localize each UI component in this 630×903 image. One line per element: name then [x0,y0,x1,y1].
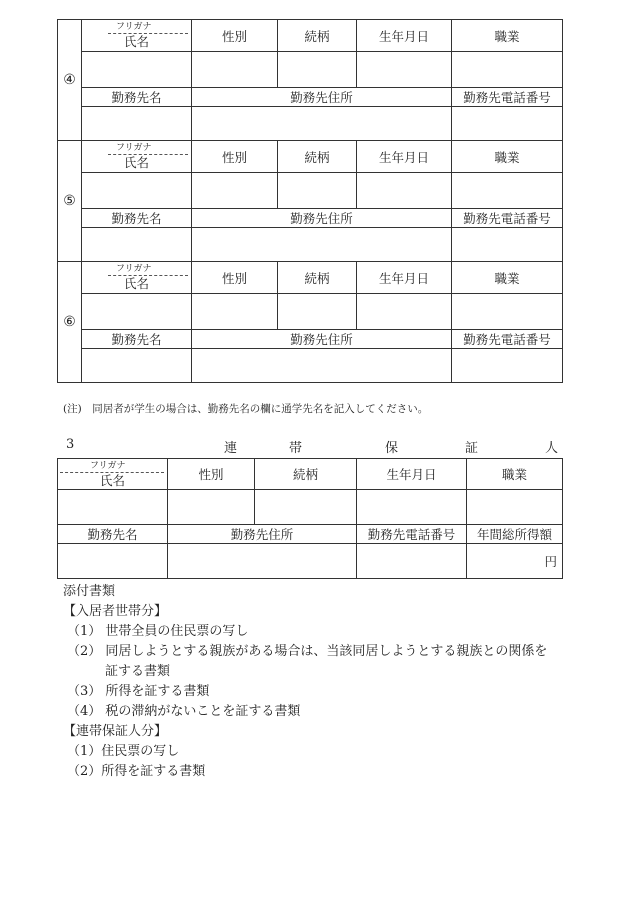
attachments-title: 添付書類 [63,584,116,599]
occupation-header: 職業 [452,262,563,294]
name-header [82,262,192,294]
occupation-header: 職業 [452,141,563,173]
member-number: ⑤ [58,141,82,262]
workplace-name-field[interactable] [82,349,192,383]
relation-header: 続柄 [278,262,357,294]
workplace-phone-field[interactable] [357,544,467,579]
birthdate-field[interactable] [357,173,452,209]
occupation-header: 職業 [467,459,563,490]
name-field[interactable] [82,173,192,209]
name-field[interactable] [82,52,192,88]
workplace-phone-field[interactable] [452,107,563,141]
name-label: 氏名 [123,34,149,49]
annual-income-header: 年間総所得額 [467,525,563,544]
workplace-address-header: 勤務先住所 [168,525,357,544]
section-title-char: 人 [545,441,559,456]
member-number: ⑥ [58,262,82,383]
guarantor-table [57,458,563,579]
workplace-name-header: 勤務先名 [82,330,192,349]
list-item: （2） 同居しようとする親族がある場合は、当該同居しようとする親族との関係を [67,644,548,659]
attachments-section [63,582,547,782]
section-title-char: 証 [465,441,479,456]
gender-field[interactable] [192,294,278,330]
list-item: （1）住民票の写し [67,744,180,759]
section-title-char: 保 [385,441,399,456]
gender-header: 性別 [192,141,278,173]
furigana-label: フリガナ [108,22,188,34]
relation-field[interactable] [255,490,357,525]
name-header [82,20,192,52]
gender-header: 性別 [192,20,278,52]
furigana-label: フリガナ [108,143,188,155]
workplace-phone-header: 勤務先電話番号 [452,330,563,349]
occupation-field[interactable] [452,173,563,209]
section-title-char: 連 [224,441,238,456]
birthdate-header: 生年月日 [357,262,452,294]
name-label: 氏名 [99,472,125,488]
list-item: （1） 世帯全員の住民票の写し [67,624,249,639]
section-title-char: 帯 [289,441,303,456]
name-label: 氏名 [123,155,149,170]
student-note: (注) 同居者が学生の場合は、勤務先名の欄に通学先名を記入してください。 [63,403,429,415]
relation-header: 続柄 [278,141,357,173]
gender-header: 性別 [168,459,255,490]
household-member-table-6 [57,261,563,383]
workplace-address-field[interactable] [192,228,452,262]
workplace-name-field[interactable] [58,544,168,579]
workplace-name-header: 勤務先名 [58,525,168,544]
birthdate-field[interactable] [357,490,467,525]
workplace-name-field[interactable] [82,107,192,141]
workplace-address-header: 勤務先住所 [192,209,452,228]
relation-header: 続柄 [278,20,357,52]
list-item: （2）所得を証する書類 [67,764,206,779]
occupation-field[interactable] [467,490,563,525]
household-member-table-4 [57,19,563,141]
occupation-field[interactable] [452,52,563,88]
workplace-phone-header: 勤務先電話番号 [452,88,563,107]
relation-header: 続柄 [255,459,357,490]
name-header [58,459,168,490]
gender-field[interactable] [192,173,278,209]
name-label: 氏名 [123,276,149,291]
relation-field[interactable] [278,52,357,88]
workplace-address-header: 勤務先住所 [192,88,452,107]
workplace-address-field[interactable] [192,349,452,383]
gender-header: 性別 [192,262,278,294]
workplace-phone-field[interactable] [452,349,563,383]
workplace-name-header: 勤務先名 [82,209,192,228]
occupation-header: 職業 [452,20,563,52]
section-3-heading [62,437,559,456]
workplace-name-field[interactable] [82,228,192,262]
workplace-address-field[interactable] [192,107,452,141]
member-number: ④ [58,20,82,141]
birthdate-field[interactable] [357,52,452,88]
workplace-phone-header: 勤務先電話番号 [357,525,467,544]
gender-field[interactable] [168,490,255,525]
section-number: 3 [66,437,75,452]
name-field[interactable] [82,294,192,330]
workplace-phone-header: 勤務先電話番号 [452,209,563,228]
list-item: （4） 税の滞納がないことを証する書類 [67,704,301,719]
name-field[interactable] [58,490,168,525]
birthdate-header: 生年月日 [357,459,467,490]
birthdate-header: 生年月日 [357,141,452,173]
workplace-address-header: 勤務先住所 [192,330,452,349]
relation-field[interactable] [278,294,357,330]
yen-unit: 円 [544,554,557,569]
household-member-table-5 [57,140,563,262]
workplace-name-header: 勤務先名 [82,88,192,107]
birthdate-field[interactable] [357,294,452,330]
birthdate-header: 生年月日 [357,20,452,52]
annual-income-field[interactable] [467,544,563,579]
workplace-phone-field[interactable] [452,228,563,262]
list-item-continuation: 証する書類 [105,664,171,679]
occupation-field[interactable] [452,294,563,330]
furigana-label: フリガナ [108,264,188,276]
workplace-address-field[interactable] [168,544,357,579]
group-title-household: 【入居者世帯分】 [63,604,168,619]
gender-field[interactable] [192,52,278,88]
relation-field[interactable] [278,173,357,209]
furigana-label: フリガナ [60,461,164,473]
list-item: （3） 所得を証する書類 [67,684,210,699]
group-title-guarantor: 【連帯保証人分】 [63,724,168,739]
name-header [82,141,192,173]
